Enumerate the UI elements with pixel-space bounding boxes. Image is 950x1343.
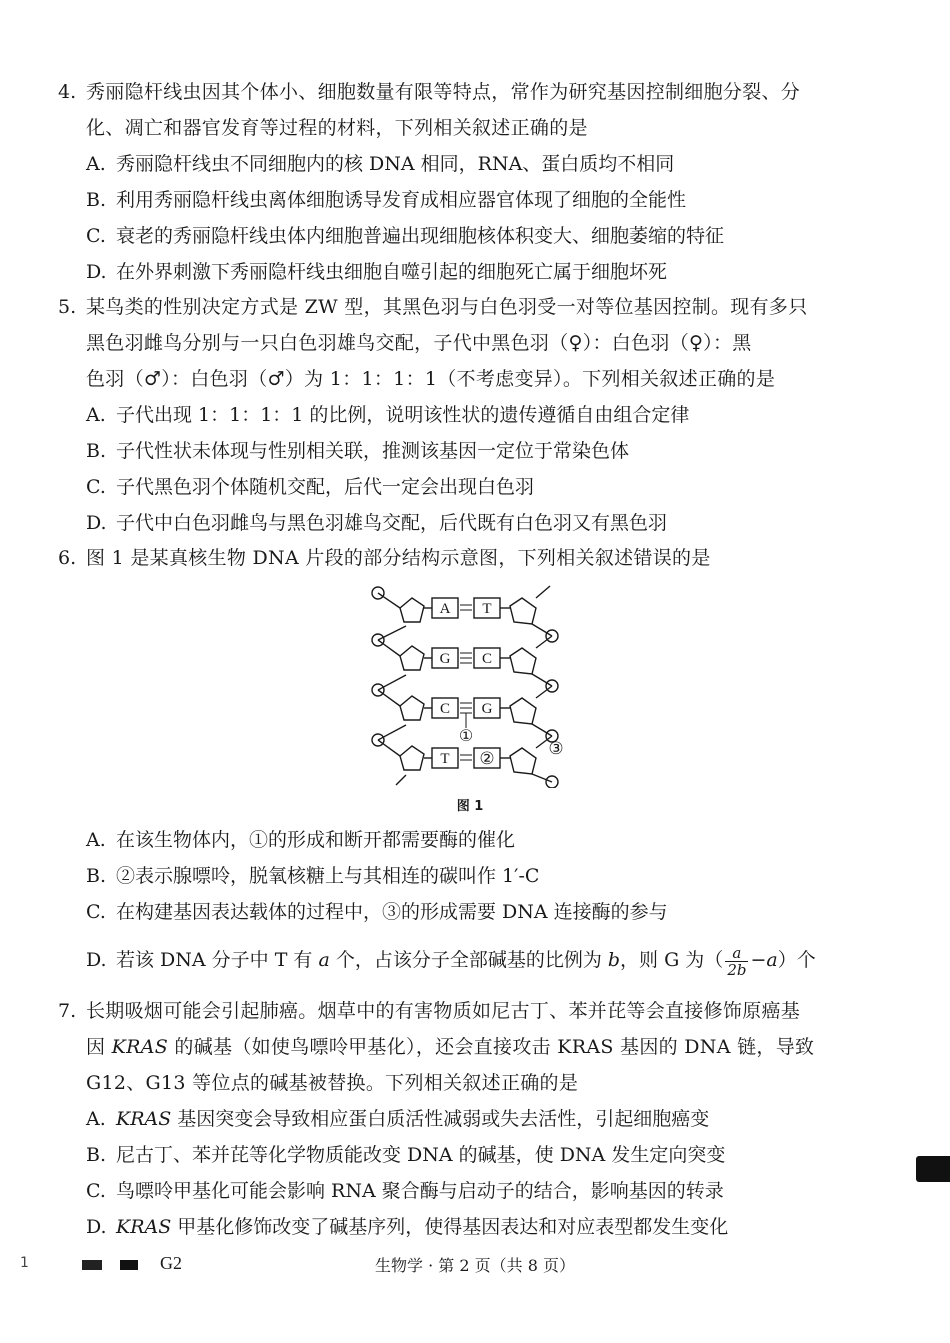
page-footer — [0, 1253, 950, 1277]
deoxyribose-pentagon — [510, 598, 536, 624]
question-stem — [86, 540, 878, 576]
option-b[interactable]: B. 尼古丁、苯并芘等化学物质能改变 DNA 的碱基，使 DNA 发生定向突变 — [86, 1144, 726, 1166]
option-d[interactable]: D. KRAS 甲基化修饰改变了碱基序列，使得基因表达和对应表型都发生变化 — [86, 1216, 729, 1238]
stem-line: G12、G13 等位点的碱基被替换。下列相关叙述正确的是 — [86, 1072, 579, 1094]
option-c[interactable]: C. 衰老的秀丽隐杆线虫体内细胞普遍出现细胞核体积变大、细胞萎缩的特征 — [86, 225, 725, 247]
label-bond: ③ — [548, 739, 564, 758]
left-backbone-bond — [378, 640, 400, 656]
right-backbone-bond — [532, 624, 552, 636]
question-stem — [86, 993, 878, 1101]
page-number: 生物学 · 第 2 页（共 8 页） — [375, 1256, 575, 1275]
deoxyribose-pentagon — [400, 746, 424, 770]
stem-line: 图 1 是某真核生物 DNA 片段的部分结构示意图，下列相关叙述错误的是 — [86, 547, 711, 569]
deoxyribose-pentagon — [400, 696, 424, 720]
option-a[interactable]: A. 秀丽隐杆线虫不同细胞内的核 DNA 相同，RNA、蛋白质均不相同 — [86, 153, 675, 175]
question-4 — [58, 74, 878, 290]
deoxyribose-pentagon — [510, 698, 536, 724]
question-number: 4. — [58, 81, 77, 103]
deoxyribose-pentagon — [400, 646, 424, 670]
base-left-3: C — [439, 701, 451, 717]
stem-line: 色羽（♂）：白色羽（♂）为 1：1：1：1（不考虑变异）。下列相关叙述正确的是 — [86, 368, 776, 390]
base-left-4: T — [440, 751, 450, 767]
left-backbone-bond — [378, 690, 400, 706]
option-c[interactable]: C. 鸟嘌呤甲基化可能会影响 RNA 聚合酶与启动子的结合，影响基因的转录 — [86, 1180, 724, 1202]
left-backbone-bond — [378, 675, 406, 690]
base-left-2: G — [439, 651, 451, 667]
deoxyribose-pentagon — [510, 748, 536, 774]
left-backbone-bond — [378, 593, 400, 608]
option-d[interactable]: D. 在外界刺激下秀丽隐杆线虫细胞自噬引起的细胞死亡属于细胞坏死 — [86, 261, 668, 283]
stem-line: 长期吸烟可能会引起肺癌。烟草中的有害物质如尼古丁、苯并芘等会直接修饰原癌基 — [86, 1000, 801, 1022]
fraction: $\frac{a}{2b}$ — [727, 943, 747, 979]
right-backbone-bond — [532, 724, 552, 736]
question-number: 6. — [58, 547, 77, 569]
option-a[interactable]: A. 在该生物体内，①的形成和断开都需要酶的催化 — [86, 829, 516, 851]
question-number: 7. — [58, 1000, 77, 1022]
dna-structure-figure — [360, 578, 580, 788]
scan-edge-mark — [916, 1156, 950, 1182]
option-b[interactable]: B. 子代性状未体现与性别相关联，推测该基因一定位于常染色体 — [86, 440, 630, 462]
stem-line: 某鸟类的性别决定方式是 ZW 型，其黑色羽与白色羽受一对等位基因控制。现有多只 — [86, 296, 808, 318]
question-6-options — [58, 822, 878, 984]
question-stem — [86, 289, 878, 397]
stem-line: 秀丽隐杆线虫因其个体小、细胞数量有限等特点，常作为研究基因控制细胞分裂、分 — [86, 81, 801, 103]
question-number: 5. — [58, 296, 77, 318]
left-backbone-bond — [378, 626, 406, 640]
base-right-3: G — [481, 701, 493, 717]
figure-caption: 图 1 — [456, 799, 484, 814]
label-hydrogen-bond: ① — [458, 728, 474, 745]
option-b[interactable]: B. ②表示腺嘌呤，脱氧核糖上与其相连的碳叫作 1′-C — [86, 865, 540, 887]
question-7 — [58, 993, 878, 1245]
base-right-4: ② — [479, 749, 495, 768]
base-right-1: T — [482, 601, 492, 617]
stem-line: 黑色羽雌鸟分别与一只白色羽雄鸟交配，子代中黑色羽（♀）：白色羽（♀）：黑 — [86, 332, 752, 354]
deoxyribose-pentagon — [400, 598, 424, 622]
question-stem — [86, 74, 878, 146]
right-backbone-bond — [532, 774, 552, 782]
stem-line: 因 KRAS 的碱基（如使鸟嘌呤甲基化），还会直接攻击 KRAS 基因的 DNA 链，导致 — [86, 1036, 815, 1058]
option-c[interactable]: C. 子代黑色羽个体随机交配，后代一定会出现白色羽 — [86, 476, 535, 498]
left-backbone-bond — [378, 740, 400, 756]
option-a[interactable]: A. 子代出现 1：1：1：1 的比例，说明该性状的遗传遵循自由组合定律 — [86, 404, 690, 426]
left-backbone-bond — [396, 775, 406, 785]
footer-left-mark: 1 — [20, 1255, 29, 1271]
base-right-2: C — [481, 651, 493, 667]
deoxyribose-pentagon — [510, 648, 536, 674]
stem-line: 化、凋亡和器官发育等过程的材料，下列相关叙述正确的是 — [86, 117, 588, 139]
question-6 — [58, 540, 878, 576]
question-5 — [58, 289, 878, 541]
right-backbone-bond — [532, 674, 552, 686]
exam-code: G2 — [160, 1253, 182, 1273]
left-backbone-bond — [378, 725, 406, 740]
right-backbone-bond — [536, 586, 550, 598]
option-c[interactable]: C. 在构建基因表达载体的过程中，③的形成需要 DNA 连接酶的参与 — [86, 901, 668, 923]
base-left-1: A — [439, 601, 451, 617]
option-a[interactable]: A. KRAS 基因突变会导致相应蛋白质活性减弱或失去活性，引起细胞癌变 — [86, 1108, 710, 1130]
option-d[interactable]: D. 若该 DNA 分子中 T 有 a 个，占该分子全部碱基的比例为 b，则 G 为（ $\frac{a}{2b}$ −a）个 — [86, 943, 816, 979]
option-b[interactable]: B. 利用秀丽隐杆线虫离体细胞诱导发育成相应器官体现了细胞的全能性 — [86, 189, 687, 211]
option-d[interactable]: D. 子代中白色羽雌鸟与黑色羽雄鸟交配，后代既有白色羽又有黑色羽 — [86, 512, 668, 534]
